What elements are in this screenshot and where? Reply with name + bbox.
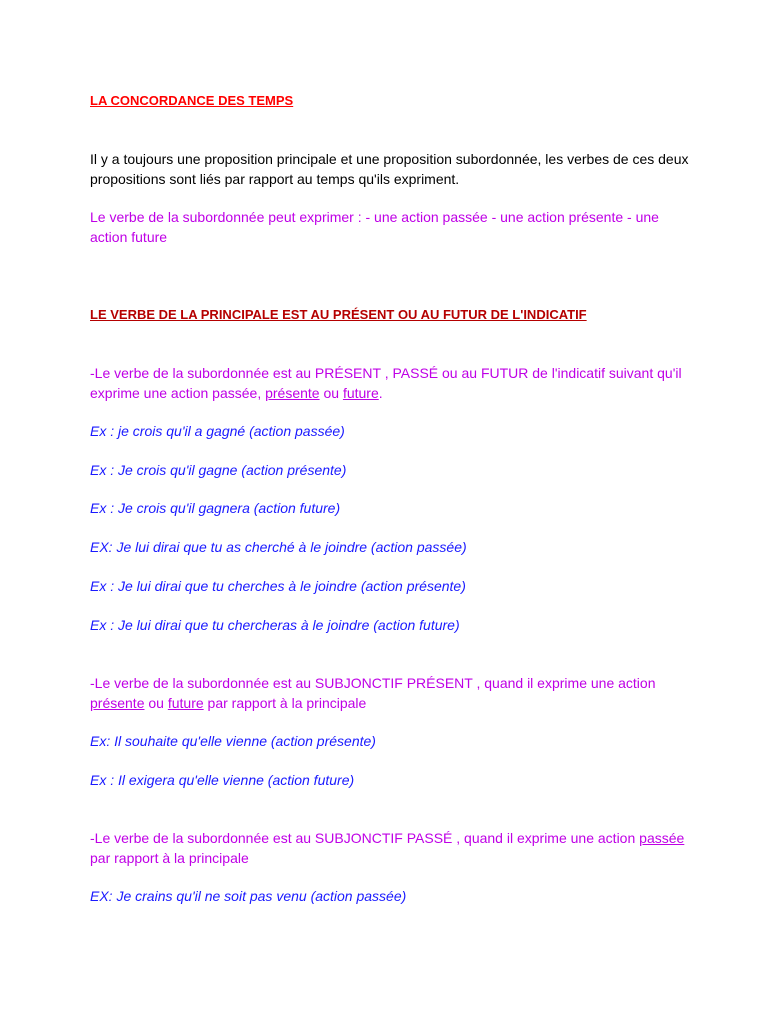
example-line: Ex : Je lui dirai que tu cherches à le joindre (action présente) [90,578,466,594]
example-line: EX: Je crains qu'il ne soit pas venu (action passée) [90,888,407,904]
rule-1-link-future[interactable]: future [342,385,379,401]
rule-3-text: -Le verbe de la subordonnée est au SUBJONCTIF PASSÉ , quand il exprime une action [90,830,640,846]
example-line: Ex: Il souhaite qu'elle vienne (action présente) [90,733,376,749]
rule-2-text: -Le verbe de la subordonnée est au SUBJONCTIF PRÉSENT , quand il exprime une action [90,675,656,691]
intro-paragraph: Il y a toujours une proposition principale et une proposition subordonnée, les verbes de ces deux propositions sont liés par rapport au temps qu'ils expriment. [90,151,689,187]
rule-1-middle: ou [319,385,343,401]
document-title: LA CONCORDANCE DES TEMPS [90,93,294,108]
example-line: EX: Je lui dirai que tu as cherché à le joindre (action passée) [90,539,467,555]
rule-1-end: . [378,385,383,401]
example-line: Ex : Je crois qu'il gagne (action présente) [90,462,347,478]
example-line: Ex : Il exigera qu'elle vienne (action future) [90,772,355,788]
example-line: Ex : je crois qu'il a gagné (action passée) [90,423,345,439]
rule-3-end: par rapport à la principale [90,850,249,866]
rule-1 [90,363,690,403]
rule-2-link-presente[interactable]: présente [90,695,145,711]
rule-2-middle: ou [144,695,168,711]
example-line: Ex : Je crois qu'il gagnera (action future) [90,500,341,516]
rule-1-link-presente[interactable]: présente [265,385,320,401]
example-line: Ex : Je lui dirai que tu chercheras à le joindre (action future) [90,617,460,633]
section-heading: LE VERBE DE LA PRINCIPALE EST AU PRÉSENT OU AU FUTUR DE L'INDICATIF [90,307,587,322]
subordinate-note: Le verbe de la subordonnée peut exprimer : - une action passée - une action présente - une action future [90,209,659,245]
rule-3-link-passee[interactable]: passée [639,830,685,846]
rule-2-end: par rapport à la principale [203,695,367,711]
rule-2 [90,673,690,713]
rule-2-link-future[interactable]: future [167,695,204,711]
rule-1-text: -Le verbe de la subordonnée est au PRÉSENT , PASSÉ ou au FUTUR de l'indicatif suivant qu'il exprime une action passée, [90,365,682,401]
rule-3 [90,828,690,868]
